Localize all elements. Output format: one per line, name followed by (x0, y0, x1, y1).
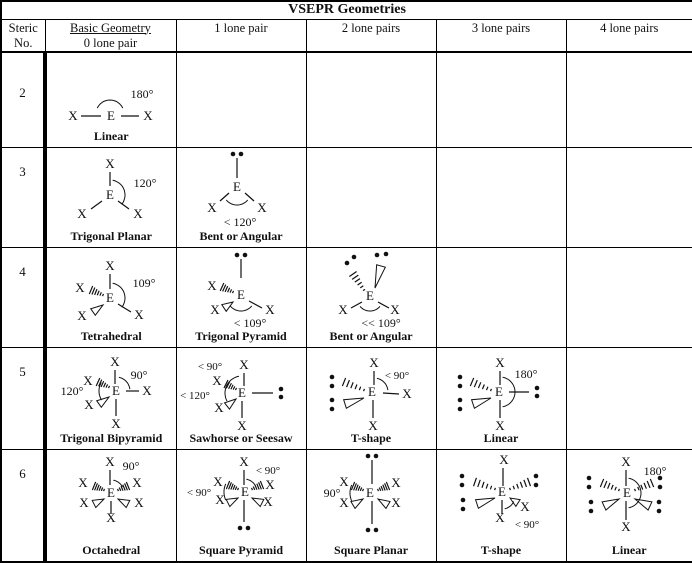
svg-text:E: E (368, 384, 376, 399)
empty-cell (436, 52, 566, 148)
header-zero-lone-pair: 0 lone pair (46, 36, 176, 51)
svg-text:X: X (257, 200, 267, 215)
svg-text:X: X (111, 354, 121, 369)
geometry-caption: Bent or Angular (307, 328, 436, 344)
cell-s6-t-shape (436, 450, 566, 563)
svg-text:E: E (498, 484, 506, 499)
geometry-caption: Square Pyramid (177, 542, 306, 558)
svg-text:90°: 90° (123, 459, 140, 473)
svg-text:X: X (369, 355, 379, 370)
geometry-caption: Tetrahedral (47, 328, 176, 344)
cell-s6-octahedral (45, 450, 176, 563)
svg-text:E: E (366, 485, 374, 500)
row-steric-5 (1, 348, 692, 450)
square-planar-diagram (307, 450, 435, 542)
geometry-caption: Trigonal Planar (47, 228, 176, 244)
svg-text:X: X (84, 373, 94, 388)
svg-text:180°: 180° (131, 87, 154, 101)
row-steric-4 (1, 248, 692, 348)
svg-text:X: X (621, 519, 631, 534)
row-steric-6 (1, 450, 692, 563)
header-3-lone-pairs: 3 lone pairs (436, 19, 566, 52)
linear-diagram (47, 54, 175, 128)
empty-cell (566, 148, 692, 248)
empty-cell (566, 348, 692, 450)
bent-diagram (307, 248, 435, 328)
square-pyramid-diagram (177, 450, 305, 542)
svg-text:E: E (233, 179, 241, 194)
steric-number-6: 6 (1, 450, 45, 563)
svg-text:X: X (106, 258, 116, 273)
svg-text:X: X (214, 400, 224, 415)
svg-text:X: X (106, 454, 116, 469)
svg-text:X: X (339, 474, 349, 489)
empty-cell (306, 148, 436, 248)
svg-text:X: X (207, 200, 217, 215)
linear-diagram (437, 348, 565, 430)
trigonal-pyramid-diagram (177, 248, 305, 328)
svg-text:X: X (143, 383, 153, 398)
svg-text:X: X (212, 373, 222, 388)
svg-text:<< 109°: << 109° (361, 316, 401, 328)
row-steric-3 (1, 148, 692, 248)
geometry-caption: Linear (47, 128, 176, 144)
cell-s5-sawhorse (176, 348, 306, 450)
svg-text:< 90°: < 90° (385, 370, 409, 382)
trigonal-bipyramid-diagram (47, 348, 175, 430)
svg-text:E: E (107, 108, 115, 123)
svg-text:E: E (107, 485, 115, 500)
svg-text:X: X (237, 418, 247, 430)
svg-text:E: E (112, 383, 120, 398)
cell-s3-bent (176, 148, 306, 248)
svg-text:X: X (338, 302, 348, 317)
svg-text:E: E (106, 187, 114, 202)
svg-text:X: X (215, 492, 225, 507)
t-shape-diagram (437, 450, 565, 542)
linear-diagram (567, 450, 692, 542)
svg-text:X: X (265, 477, 275, 492)
svg-text:90°: 90° (324, 486, 341, 500)
header-4-lone-pairs: 4 lone pairs (566, 19, 692, 52)
svg-text:X: X (495, 418, 505, 430)
svg-text:E: E (495, 384, 503, 399)
empty-cell (566, 52, 692, 148)
svg-text:E: E (106, 290, 114, 305)
cell-s2-linear (45, 52, 176, 148)
svg-text:X: X (239, 357, 249, 372)
svg-text:X: X (85, 397, 95, 412)
cell-s5-linear (436, 348, 566, 450)
geometry-caption: Octahedral (47, 542, 176, 558)
svg-text:E: E (241, 484, 249, 499)
empty-cell (176, 52, 306, 148)
svg-text:< 120°: < 120° (224, 215, 257, 228)
svg-text:X: X (69, 108, 79, 123)
steric-number-4: 4 (1, 248, 45, 348)
geometry-caption: T-shape (307, 430, 436, 446)
geometry-caption: Linear (567, 542, 692, 558)
geometry-caption: Trigonal Pyramid (177, 328, 306, 344)
geometry-caption: Trigonal Bipyramid (47, 430, 176, 446)
svg-text:X: X (107, 510, 117, 525)
header-steric-no (1, 19, 45, 52)
svg-text:E: E (238, 385, 246, 400)
cell-s4-tetrahedral (45, 248, 176, 348)
svg-text:X: X (133, 475, 143, 490)
svg-text:X: X (112, 416, 122, 430)
svg-text:X: X (402, 386, 412, 401)
cell-s5-trigonal-bipyramid (45, 348, 176, 450)
svg-text:X: X (135, 307, 145, 322)
svg-text:E: E (623, 485, 631, 500)
svg-text:< 90°: < 90° (187, 487, 211, 499)
sawhorse-diagram (177, 348, 305, 430)
cell-s3-trigonal-planar (45, 148, 176, 248)
svg-text:X: X (144, 108, 154, 123)
cell-s4-bent (306, 248, 436, 348)
svg-text:X: X (213, 474, 223, 489)
svg-text:X: X (76, 280, 86, 295)
svg-text:E: E (366, 288, 374, 303)
svg-text:X: X (263, 494, 273, 509)
svg-text:X: X (368, 418, 378, 430)
cell-s6-linear (566, 450, 692, 563)
svg-text:X: X (135, 495, 145, 510)
svg-text:X: X (391, 495, 401, 510)
cell-s6-square-pyramid (176, 450, 306, 563)
header-basic-geometry-title: Basic Geometry (70, 21, 151, 35)
cell-s6-square-planar (306, 450, 436, 563)
svg-text:E: E (237, 287, 245, 302)
empty-cell (436, 248, 566, 348)
cell-s4-trigonal-pyramid (176, 248, 306, 348)
header-steric-line1: Steric (9, 21, 38, 35)
svg-text:X: X (134, 206, 144, 221)
geometry-caption: Square Planar (307, 542, 436, 558)
table-title: VSEPR Geometries (1, 1, 692, 19)
empty-cell (306, 52, 436, 148)
svg-text:< 109°: < 109° (234, 316, 267, 328)
svg-text:X: X (390, 302, 400, 317)
empty-cell (436, 148, 566, 248)
header-basic-geometry (45, 19, 176, 52)
header-2-lone-pairs: 2 lone pairs (306, 19, 436, 52)
svg-text:X: X (339, 495, 349, 510)
svg-text:< 90°: < 90° (515, 519, 539, 531)
t-shape-diagram (307, 348, 435, 430)
svg-text:X: X (520, 499, 530, 514)
steric-number-5: 5 (1, 348, 45, 450)
svg-text:X: X (79, 475, 89, 490)
trigonal-planar-diagram (47, 148, 175, 228)
svg-text:X: X (265, 302, 275, 317)
svg-text:120°: 120° (134, 176, 157, 190)
svg-text:X: X (239, 454, 249, 469)
row-steric-2 (1, 52, 692, 148)
empty-cell (566, 248, 692, 348)
svg-text:X: X (207, 278, 217, 293)
svg-text:X: X (106, 156, 116, 171)
header-1-lone-pair: 1 lone pair (176, 19, 306, 52)
svg-text:< 90°: < 90° (198, 361, 222, 373)
tetrahedral-diagram (47, 248, 175, 328)
header-row (1, 19, 692, 52)
cell-s5-t-shape (306, 348, 436, 450)
svg-text:180°: 180° (643, 464, 666, 478)
geometry-caption: Linear (437, 430, 566, 446)
svg-text:X: X (210, 302, 220, 317)
svg-text:< 120°: < 120° (180, 390, 210, 402)
geometry-caption: Bent or Angular (177, 228, 306, 244)
svg-text:X: X (80, 495, 90, 510)
svg-text:< 90°: < 90° (256, 465, 280, 477)
header-steric-line2: No. (2, 36, 45, 51)
bent-diagram (177, 148, 305, 228)
svg-text:90°: 90° (131, 368, 148, 382)
svg-text:X: X (78, 206, 88, 221)
svg-text:X: X (621, 454, 631, 469)
geometry-caption: T-shape (437, 542, 566, 558)
geometry-caption: Sawhorse or Seesaw (177, 430, 306, 446)
svg-text:X: X (391, 475, 401, 490)
steric-number-3: 3 (1, 148, 45, 248)
svg-text:120°: 120° (61, 384, 84, 398)
svg-text:180°: 180° (515, 367, 538, 381)
svg-text:X: X (495, 355, 505, 370)
svg-text:X: X (78, 308, 88, 323)
svg-text:109°: 109° (133, 276, 156, 290)
octahedral-diagram (47, 450, 175, 542)
svg-text:X: X (499, 452, 509, 467)
svg-text:X: X (495, 510, 505, 525)
steric-number-2: 2 (1, 52, 45, 148)
